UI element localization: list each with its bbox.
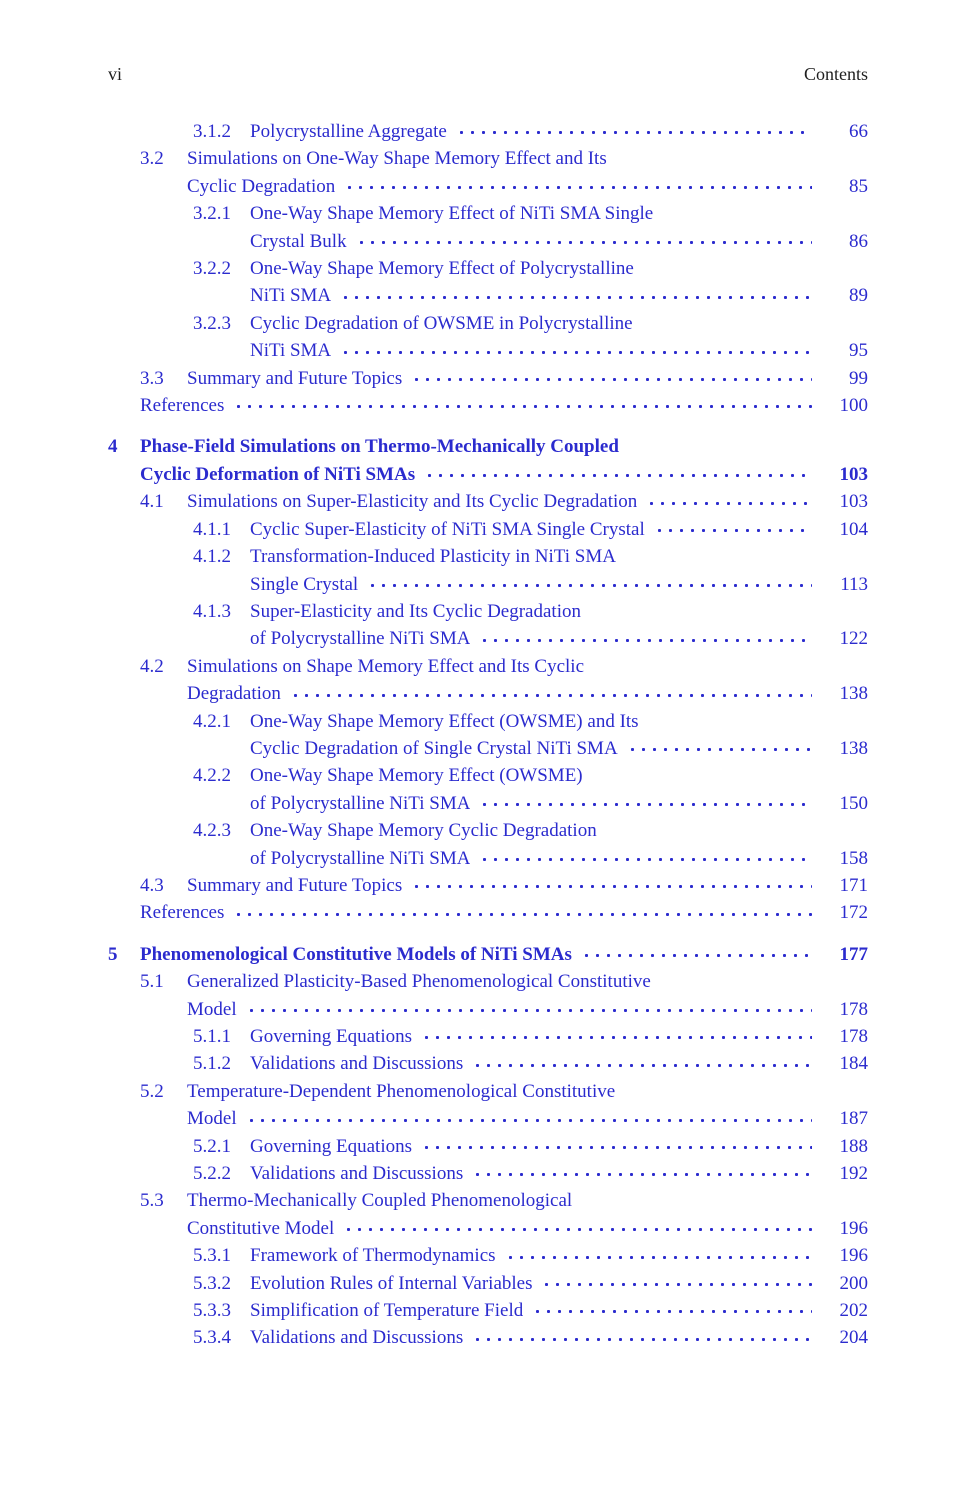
toc-entry-page: 188	[839, 1135, 868, 1157]
toc-entry-title: Phase-Field Simulations on Thermo-Mechanically Coupled	[140, 436, 619, 458]
toc-entry-page: 95	[849, 340, 868, 362]
toc-entry-title: Model	[187, 1108, 237, 1130]
toc-entry-page: 103	[839, 463, 868, 485]
toc-entry	[108, 282, 868, 309]
toc-entry-title: One-Way Shape Memory Effect of NiTi SMA Single	[250, 203, 654, 225]
running-header	[108, 64, 868, 84]
toc-entry-number: 4.2.1	[193, 710, 231, 732]
toc-entry	[108, 1133, 868, 1160]
toc-entry-title: Generalized Plasticity-Based Phenomenological Constitutive	[187, 971, 651, 993]
dot-leader	[472, 1050, 812, 1077]
toc-entry-title: Cyclic Deformation of NiTi SMAs	[140, 463, 416, 485]
toc-entry	[108, 1297, 868, 1324]
dot-leader	[648, 708, 812, 735]
toc-entry-title: Crystal Bulk	[250, 230, 347, 252]
toc-entry-title: NiTi SMA	[250, 285, 332, 307]
dot-leader	[627, 735, 812, 762]
toc-entry	[108, 1078, 868, 1105]
toc-entry-number: 5.3	[140, 1190, 164, 1212]
toc-entry	[108, 845, 868, 872]
toc-entry-page: 122	[839, 628, 868, 650]
toc-entry	[108, 516, 868, 543]
toc-entry-title: Cyclic Degradation of OWSME in Polycrystalline	[250, 312, 633, 334]
toc-entry-page: 86	[849, 230, 868, 252]
toc-entry-number: 5.1	[140, 971, 164, 993]
toc-entry-number: 4.1	[140, 491, 164, 513]
toc-entry-page: 66	[849, 121, 868, 142]
folio-page-number: vi	[108, 64, 123, 84]
dot-leader	[367, 571, 812, 598]
dot-leader	[233, 392, 812, 419]
dot-leader	[421, 1023, 812, 1050]
toc-entry-title: of Polycrystalline NiTi SMA	[250, 628, 471, 650]
toc-entry-number: 5	[108, 943, 118, 965]
toc-entry	[108, 941, 868, 968]
dot-leader	[662, 200, 812, 227]
dot-leader	[479, 790, 812, 817]
toc-entry-title: Summary and Future Topics	[187, 874, 403, 896]
toc-entry	[108, 200, 868, 227]
toc-entry-title: Governing Equations	[250, 1026, 413, 1047]
toc-entry-page: 104	[839, 518, 868, 540]
dot-leader	[581, 941, 812, 968]
dot-leader	[590, 598, 812, 625]
toc-list	[108, 118, 868, 1352]
toc-entry-title: Single Crystal	[250, 573, 359, 595]
dot-leader	[356, 228, 812, 255]
dot-leader	[660, 968, 812, 995]
toc-entry	[108, 1105, 868, 1132]
dot-leader	[233, 899, 812, 926]
toc-entry-number: 3.3	[140, 367, 164, 389]
toc-entry-number: 3.2.1	[193, 203, 231, 225]
toc-entry	[108, 1215, 868, 1242]
toc-entry-number: 5.1.1	[193, 1026, 231, 1047]
dot-leader	[479, 625, 812, 652]
toc-entry	[108, 680, 868, 707]
toc-entry-page: 178	[839, 1026, 868, 1047]
toc-entry-title: NiTi SMA	[250, 340, 332, 362]
toc-entry-title: One-Way Shape Memory Effect (OWSME)	[250, 765, 583, 787]
toc-entry-number: 5.2.1	[193, 1135, 231, 1157]
toc-entry-title: of Polycrystalline NiTi SMA	[250, 847, 471, 869]
toc-entry-title: Model	[187, 998, 237, 1020]
toc-entry	[108, 899, 868, 926]
toc-entry	[108, 1160, 868, 1187]
toc-entry-title: Simulations on Super-Elasticity and Its Cyclic Degradation	[187, 491, 638, 513]
toc-entry	[108, 571, 868, 598]
toc-entry-page: 204	[839, 1327, 868, 1349]
dot-leader	[616, 145, 812, 172]
toc-entry	[108, 337, 868, 364]
dot-leader	[505, 1242, 812, 1269]
dot-leader	[624, 1078, 812, 1105]
toc-entry	[108, 625, 868, 652]
toc-entry-number: 5.3.4	[193, 1327, 231, 1349]
toc-entry	[108, 872, 868, 899]
toc-entry	[108, 996, 868, 1023]
toc-entry-title: One-Way Shape Memory Effect of Polycrystalline	[250, 258, 634, 280]
dot-leader	[340, 337, 812, 364]
toc-entry	[108, 598, 868, 625]
toc-entry	[108, 488, 868, 515]
toc-entry	[108, 1023, 868, 1050]
toc-entry	[108, 255, 868, 282]
toc-entry	[108, 433, 868, 460]
dot-leader	[606, 817, 812, 844]
toc-entry-title: Cyclic Super-Elasticity of NiTi SMA Single Crystal	[250, 518, 645, 540]
dot-leader	[343, 1215, 812, 1242]
dot-leader	[411, 872, 812, 899]
toc-entry-number: 3.2.3	[193, 312, 231, 334]
toc-entry-page: 138	[839, 737, 868, 759]
toc-entry	[108, 735, 868, 762]
toc-entry	[108, 145, 868, 172]
toc-entry-page: 158	[839, 847, 868, 869]
dot-leader	[642, 310, 812, 337]
toc-entry-title: Cyclic Degradation of Single Crystal NiTi SMA	[250, 737, 618, 759]
toc-entry-number: 5.2.2	[193, 1163, 231, 1185]
toc-entry-title: Evolution Rules of Internal Variables	[250, 1272, 533, 1294]
toc-entry-number: 5.2	[140, 1080, 164, 1102]
toc-entry-page: 103	[839, 491, 868, 513]
dot-leader	[628, 433, 812, 460]
toc-entry-title: References	[140, 395, 225, 417]
toc-entry-page: 177	[839, 943, 868, 965]
dot-leader	[290, 680, 812, 707]
toc-entry-number: 3.1.2	[193, 121, 231, 142]
toc-entry	[108, 708, 868, 735]
dot-leader	[411, 365, 812, 392]
toc-entry-title: References	[140, 902, 225, 924]
toc-entry-title: Phenomenological Constitutive Models of NiTi SMAs	[140, 943, 572, 965]
toc-entry	[108, 543, 868, 570]
toc-entry-number: 3.2.2	[193, 258, 231, 280]
toc-entry	[108, 653, 868, 680]
toc-entry-page: 172	[839, 902, 868, 924]
dot-leader	[646, 488, 812, 515]
dot-leader	[472, 1324, 812, 1351]
toc-entry	[108, 310, 868, 337]
dot-leader	[532, 1297, 812, 1324]
toc-entry-title: Temperature-Dependent Phenomenological Constitutive	[187, 1080, 616, 1102]
toc-entry-page: 85	[849, 175, 868, 197]
toc-entry-page: 99	[849, 367, 868, 389]
dot-leader	[246, 996, 812, 1023]
toc-entry	[108, 1242, 868, 1269]
toc-entry-page: 138	[839, 683, 868, 705]
toc-entry-number: 5.3.3	[193, 1300, 231, 1322]
toc-entry-page: 200	[839, 1272, 868, 1294]
toc-entry-title: One-Way Shape Memory Effect (OWSME) and Its	[250, 710, 639, 732]
dot-leader	[593, 653, 812, 680]
toc-entry-number: 4.2	[140, 655, 164, 677]
dot-leader	[541, 1270, 812, 1297]
dot-leader	[472, 1160, 812, 1187]
toc-entry-title: Framework of Thermodynamics	[250, 1245, 496, 1267]
dot-leader	[643, 255, 812, 282]
toc-entry	[108, 365, 868, 392]
toc-entry	[108, 392, 868, 419]
toc-entry	[108, 1270, 868, 1297]
toc-entry	[108, 762, 868, 789]
toc-entry-number: 4.2.2	[193, 765, 231, 787]
toc-entry-number: 5.1.2	[193, 1053, 231, 1075]
toc-entry-title: Governing Equations	[250, 1135, 413, 1157]
toc-entry-title: Constitutive Model	[187, 1217, 335, 1239]
dot-leader	[340, 282, 812, 309]
toc-entry-title: Thermo-Mechanically Coupled Phenomenological	[187, 1190, 573, 1212]
toc-entry-title: One-Way Shape Memory Cyclic Degradation	[250, 820, 597, 842]
toc-entry-number: 4.3	[140, 874, 164, 896]
toc-entry-title: Validations and Discussions	[250, 1053, 464, 1075]
toc-entry-page: 171	[839, 874, 868, 896]
toc-entry-page: 187	[839, 1108, 868, 1130]
toc-entry	[108, 118, 868, 145]
toc-entry	[108, 461, 868, 488]
toc-entry-number: 4.1.1	[193, 518, 231, 540]
dot-leader	[246, 1105, 812, 1132]
toc-entry-page: 150	[839, 792, 868, 814]
dot-leader	[581, 1187, 812, 1214]
toc-entry	[108, 1187, 868, 1214]
dot-leader	[421, 1133, 812, 1160]
toc-entry-title: Validations and Discussions	[250, 1327, 464, 1349]
toc-entry-number: 4.2.3	[193, 820, 231, 842]
toc-entry-title: Cyclic Degradation	[187, 175, 336, 197]
toc-entry-number: 4.1.3	[193, 600, 231, 622]
toc-entry	[108, 790, 868, 817]
toc-entry-title: Validations and Discussions	[250, 1163, 464, 1185]
toc-entry	[108, 1050, 868, 1077]
dot-leader	[592, 762, 812, 789]
toc-entry	[108, 968, 868, 995]
dot-leader	[625, 543, 812, 570]
toc-entry-page: 196	[839, 1217, 868, 1239]
toc-entry-title: Super-Elasticity and Its Cyclic Degradation	[250, 600, 581, 622]
toc-entry	[108, 228, 868, 255]
toc-entry	[108, 1324, 868, 1351]
toc-entry	[108, 173, 868, 200]
dot-leader	[654, 516, 812, 543]
toc-entry-title: Summary and Future Topics	[187, 367, 403, 389]
toc-entry-title: Polycrystalline Aggregate	[250, 121, 447, 142]
toc-entry	[108, 817, 868, 844]
toc-entry-page: 196	[839, 1245, 868, 1267]
running-title: Contents	[803, 64, 868, 84]
toc-entry-title: Simplification of Temperature Field	[250, 1300, 524, 1322]
dot-leader	[344, 173, 812, 200]
toc-entry-page: 202	[839, 1300, 868, 1322]
toc-entry-number: 5.3.2	[193, 1272, 231, 1294]
toc-entry-page: 113	[840, 573, 868, 595]
toc-entry-number: 4.1.2	[193, 546, 231, 568]
dot-leader	[479, 845, 812, 872]
toc-entry-title: of Polycrystalline NiTi SMA	[250, 792, 471, 814]
toc-entry-page: 100	[839, 395, 868, 417]
toc-entry-number: 3.2	[140, 148, 164, 170]
toc-entry-title: Simulations on Shape Memory Effect and Its Cyclic	[187, 655, 584, 677]
toc-entry-title: Transformation-Induced Plasticity in NiTi SMA	[250, 546, 616, 568]
toc-entry-title: Simulations on One-Way Shape Memory Effect and Its	[187, 148, 607, 170]
toc-entry-page: 89	[849, 285, 868, 307]
dot-leader	[424, 461, 812, 488]
dot-leader	[456, 118, 812, 145]
toc-entry-title: Degradation	[187, 683, 281, 705]
toc-entry-number: 5.3.1	[193, 1245, 231, 1267]
toc-entry-page: 184	[839, 1053, 868, 1075]
toc-entry-number: 4	[108, 436, 118, 458]
toc-entry-page: 178	[839, 998, 868, 1020]
toc-entry-page: 192	[839, 1163, 868, 1185]
